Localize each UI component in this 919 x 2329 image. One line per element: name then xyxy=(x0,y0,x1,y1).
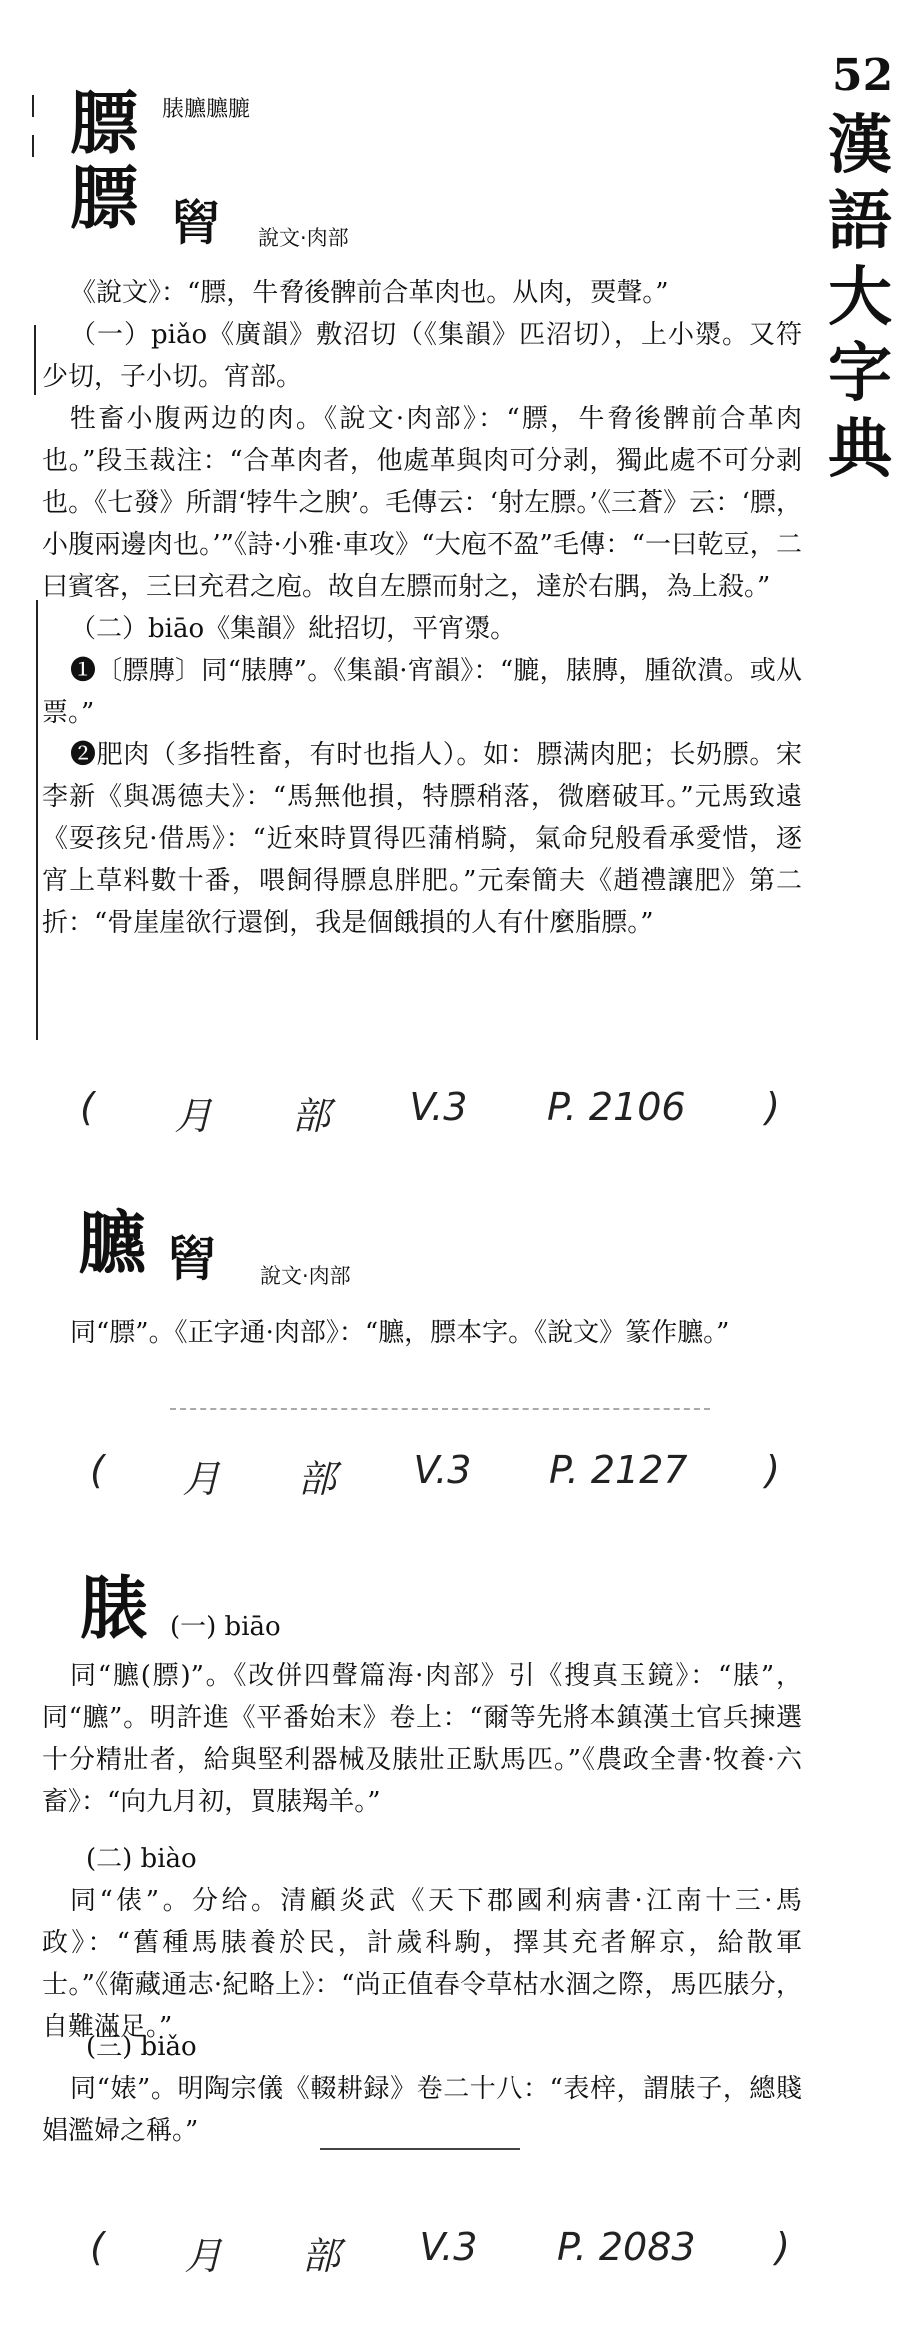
entry2-seal-script: 𦞩 xyxy=(168,1232,217,1288)
book-title-char: 語 xyxy=(828,184,892,259)
margin-mark xyxy=(32,135,34,157)
separator xyxy=(170,1408,710,1410)
entry3-body1 xyxy=(42,1655,802,1823)
note-volume: V.3 xyxy=(413,1448,472,1492)
book-title-char: 大 xyxy=(828,260,892,335)
note-radical: 月 xyxy=(184,2234,223,2278)
margin-line xyxy=(36,600,38,1040)
entry1-paragraph: 牲畜小腹两边的肉。《說文·肉部》：“膘，牛脅後髀前合革肉也。”段玉裁注：“合革肉者，他處革與肉可分剥，獨此處不可分剥也。《七發》所謂‘㹀牛之腴’。毛傳云：‘射左膘。’《三蒼》云：‘膘，小腹兩邊肉也。’”《詩·小雅·車攻》“大庖不盈”毛傳：“一曰乾豆，二曰賓客，三曰充君之庖。故自左膘而射之，達於右腢，為上殺。” xyxy=(42,404,802,602)
entry2-body xyxy=(42,1312,802,1354)
note-page: P. 2127 xyxy=(549,1448,688,1492)
entry1-seal-script: 𦞩 xyxy=(172,196,221,252)
page-number: 52 xyxy=(832,50,894,101)
underline xyxy=(320,2148,520,2150)
entry1-paragraph: （二）biāo《集韻》紕招切，平宵㵗。 xyxy=(70,614,517,644)
entry3-sense1-text: 同“臕(膘)”。《改併四聲篇海·肉部》引《搜真玉鏡》：“脿”，同“臕”。明許進《平番始末》卷上：“爾等先將本鎮漢土官兵揀選十分精壯者，給與堅利器械及脿壯正馱馬匹。”《農政全書·牧養·六畜》：“向九月初，買脿羯羊。” xyxy=(42,1661,802,1817)
entry1-paragraph: 《說文》：“膘，牛脅後髀前合革肉也。从肉，㶾聲。” xyxy=(70,278,669,308)
book-title xyxy=(820,108,900,488)
entry1-paragraph: ❶〔膘膞〕同“脿膞”。《集韻·宵韻》：“膔，脿膞，腫欲潰。或从票。” xyxy=(42,656,802,728)
entry2-headword: 臕 xyxy=(78,1204,145,1284)
entry2-source: 說文·肉部 xyxy=(260,1264,351,1288)
entry1-source: 說文·肉部 xyxy=(258,226,349,250)
entry3-handwritten-note xyxy=(90,2225,790,2280)
note-radical: 月 xyxy=(182,1457,221,1501)
entry3-sense3-text: 同“婊”。明陶宗儀《輟耕録》卷二十八：“表梓，謂脿子，總賤娼濫婦之稱。” xyxy=(42,2074,802,2146)
entry2-handwritten-note xyxy=(90,1448,780,1503)
margin-line xyxy=(34,325,36,395)
entry1-paragraph: （一）piǎo《廣韻》敷沼切（《集韻》匹沼切），上小㵗。又符少切，子小切。宵部。 xyxy=(42,320,802,392)
book-title-char: 字 xyxy=(828,336,892,411)
entry1-headword-top: 膘 xyxy=(70,84,137,164)
entry3-sense1-label: (一) biāo xyxy=(170,1612,281,1642)
note-paren-close: ) xyxy=(765,1448,780,1492)
book-title-char: 漢 xyxy=(828,108,892,183)
entry1-body xyxy=(42,272,802,944)
entry3-headword: 脿 xyxy=(80,1569,147,1649)
note-bu: 部 xyxy=(297,1457,336,1501)
note-paren-open: ( xyxy=(90,1448,105,1492)
note-radical: 月 xyxy=(174,1094,213,1138)
note-paren-open: ( xyxy=(90,2225,105,2269)
entry3-sense3-label: (三) biǎo xyxy=(86,2032,197,2062)
note-paren-open: ( xyxy=(80,1085,95,1129)
entry3-sense2-text: 同“俵”。分给。清顧炎武《天下郡國利病書·江南十三·馬政》：“舊種馬脿養於民，計歲科駒，擇其充者解京，給散軍士。”《衛藏通志·紀略上》：“尚正值春令草枯水涸之際，馬匹脿分，自難滿足。” xyxy=(42,1886,802,2042)
entry1-variants: 脿臕臕膔 xyxy=(162,97,251,122)
note-bu: 部 xyxy=(301,2234,340,2278)
book-title-char: 典 xyxy=(828,412,892,487)
note-paren-close: ) xyxy=(775,2225,790,2269)
note-page: P. 2083 xyxy=(557,2225,696,2269)
note-bu: 部 xyxy=(291,1094,330,1138)
note-volume: V.3 xyxy=(419,2225,478,2269)
entry3-body2 xyxy=(42,1880,802,2048)
note-page: P. 2106 xyxy=(547,1085,686,1129)
entry3-body3 xyxy=(42,2068,802,2152)
entry1-handwritten-note xyxy=(80,1085,780,1140)
entry1-paragraph: ❷肥肉（多指牲畜，有时也指人）。如：膘满肉肥；长奶膘。宋李新《與馮德夫》：“馬無他損，特膘稍落，微磨破耳。”元馬致遠《耍孩兒·借馬》：“近來時買得匹蒲梢騎，氣命兒般看承愛惜，逐宵上草料數十番，喂飼得膘息胖肥。”元秦簡夫《趙禮讓肥》第二折：“骨崖崖欲行還倒，我是個餓損的人有什麼脂膘。” xyxy=(42,740,802,938)
note-paren-close: ) xyxy=(765,1085,780,1129)
margin-mark xyxy=(32,95,34,117)
note-volume: V.3 xyxy=(409,1085,468,1129)
entry2-paragraph: 同“膘”。《正字通·肉部》：“臕，膘本字。《說文》篆作臕。” xyxy=(70,1318,730,1348)
entry1-headword-bottom: 膘 xyxy=(70,159,137,239)
entry3-sense2-label: (二) biào xyxy=(86,1844,197,1874)
